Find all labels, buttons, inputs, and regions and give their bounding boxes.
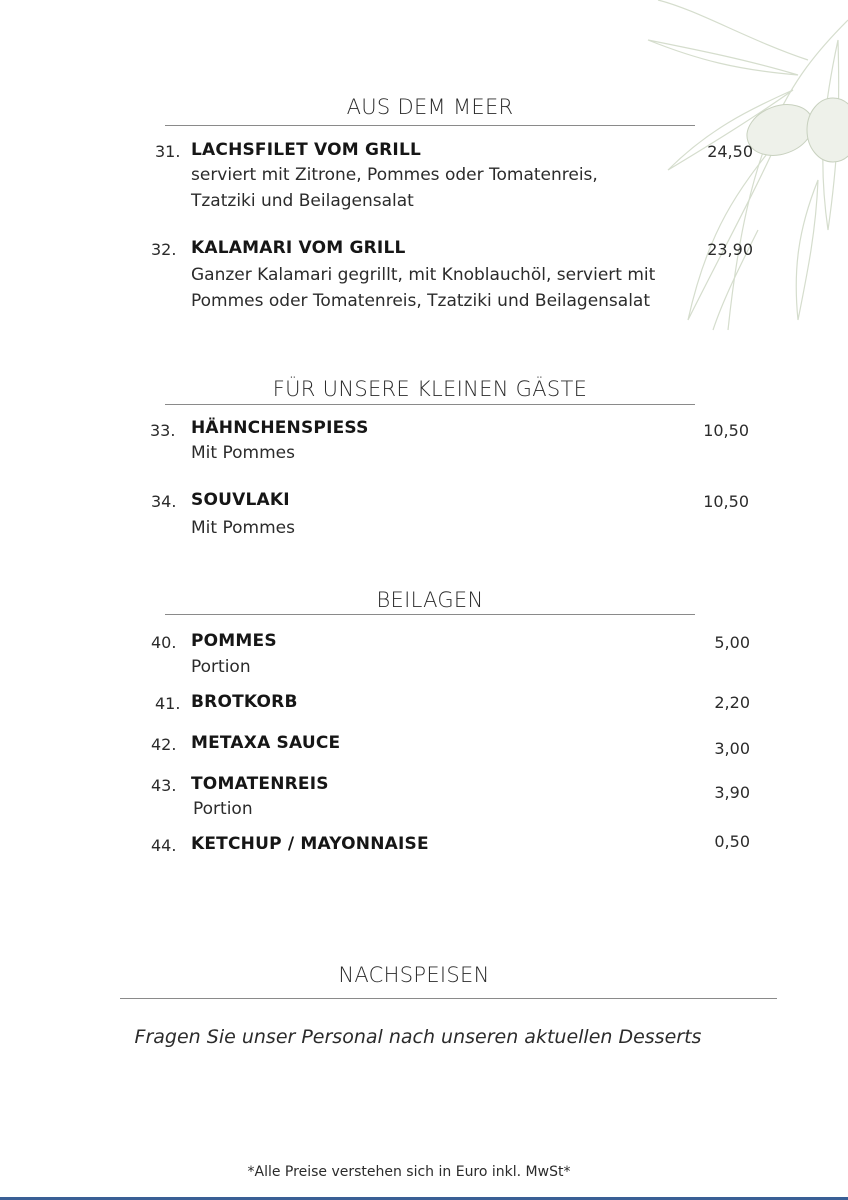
- item-name: LACHSFILET VOM GRILL: [191, 140, 422, 160]
- section-title-aus-dem-meer: AUS DEM MEER: [346, 95, 514, 119]
- item-description-line: Pommes oder Tomatenreis, Tzatziki und Beilagensalat: [191, 291, 651, 311]
- item-description-line: Tzatziki und Beilagensalat: [191, 191, 414, 211]
- section-title-nachspeisen: NACHSPEISEN: [338, 963, 490, 987]
- item-number: 40.: [151, 633, 177, 652]
- item-price: 10,50: [703, 421, 749, 440]
- section-divider: [120, 998, 777, 999]
- item-price: 24,50: [707, 142, 753, 161]
- item-description: [191, 440, 691, 466]
- item-name: METAXA SAUCE: [191, 733, 341, 753]
- item-price: 10,50: [703, 492, 749, 511]
- item-description: [193, 796, 693, 822]
- item-description-line: Portion: [193, 799, 253, 819]
- section-divider: [165, 614, 695, 615]
- item-price: 2,20: [714, 693, 750, 712]
- section-divider: [165, 125, 695, 126]
- section-divider: [165, 404, 695, 405]
- item-name: SOUVLAKI: [191, 490, 290, 510]
- item-name: POMMES: [191, 631, 277, 651]
- item-price: 3,90: [714, 783, 750, 802]
- item-number: 34.: [151, 492, 177, 511]
- item-number: 44.: [151, 836, 177, 855]
- section-title-kleine-gaeste: FÜR UNSERE KLEINEN GÄSTE: [272, 377, 588, 401]
- item-price: 3,00: [714, 739, 750, 758]
- item-number: 31.: [155, 142, 181, 161]
- item-name: KETCHUP / MAYONNAISE: [191, 834, 429, 854]
- item-description: [191, 162, 691, 214]
- item-description-line: Ganzer Kalamari gegrillt, mit Knoblauchöl, serviert mit: [191, 265, 656, 285]
- item-name: KALAMARI VOM GRILL: [191, 238, 406, 258]
- item-description: [191, 262, 691, 314]
- item-name: TOMATENREIS: [191, 774, 329, 794]
- item-description-line: Portion: [191, 657, 251, 677]
- item-description-line: Mit Pommes: [191, 443, 295, 463]
- item-price: 5,00: [714, 633, 750, 652]
- item-description-line: Mit Pommes: [191, 518, 295, 538]
- item-description: [191, 654, 691, 680]
- price-footnote: *Alle Preise verstehen sich in Euro inkl. MwSt*: [247, 1164, 571, 1180]
- dessert-note: Fragen Sie unser Personal nach unseren aktuellen Desserts: [134, 1026, 702, 1048]
- item-price: 23,90: [707, 240, 753, 259]
- item-number: 42.: [151, 735, 177, 754]
- item-number: 43.: [151, 776, 177, 795]
- item-number: 32.: [151, 240, 177, 259]
- item-number: 41.: [155, 694, 181, 713]
- item-name: HÄHNCHENSPIESS: [191, 418, 369, 438]
- item-price: 0,50: [714, 832, 750, 851]
- item-description: [191, 515, 691, 541]
- section-title-beilagen: BEILAGEN: [376, 588, 484, 612]
- item-name: BROTKORB: [191, 692, 298, 712]
- item-number: 33.: [150, 421, 176, 440]
- item-description-line: serviert mit Zitrone, Pommes oder Tomatenreis,: [191, 165, 598, 185]
